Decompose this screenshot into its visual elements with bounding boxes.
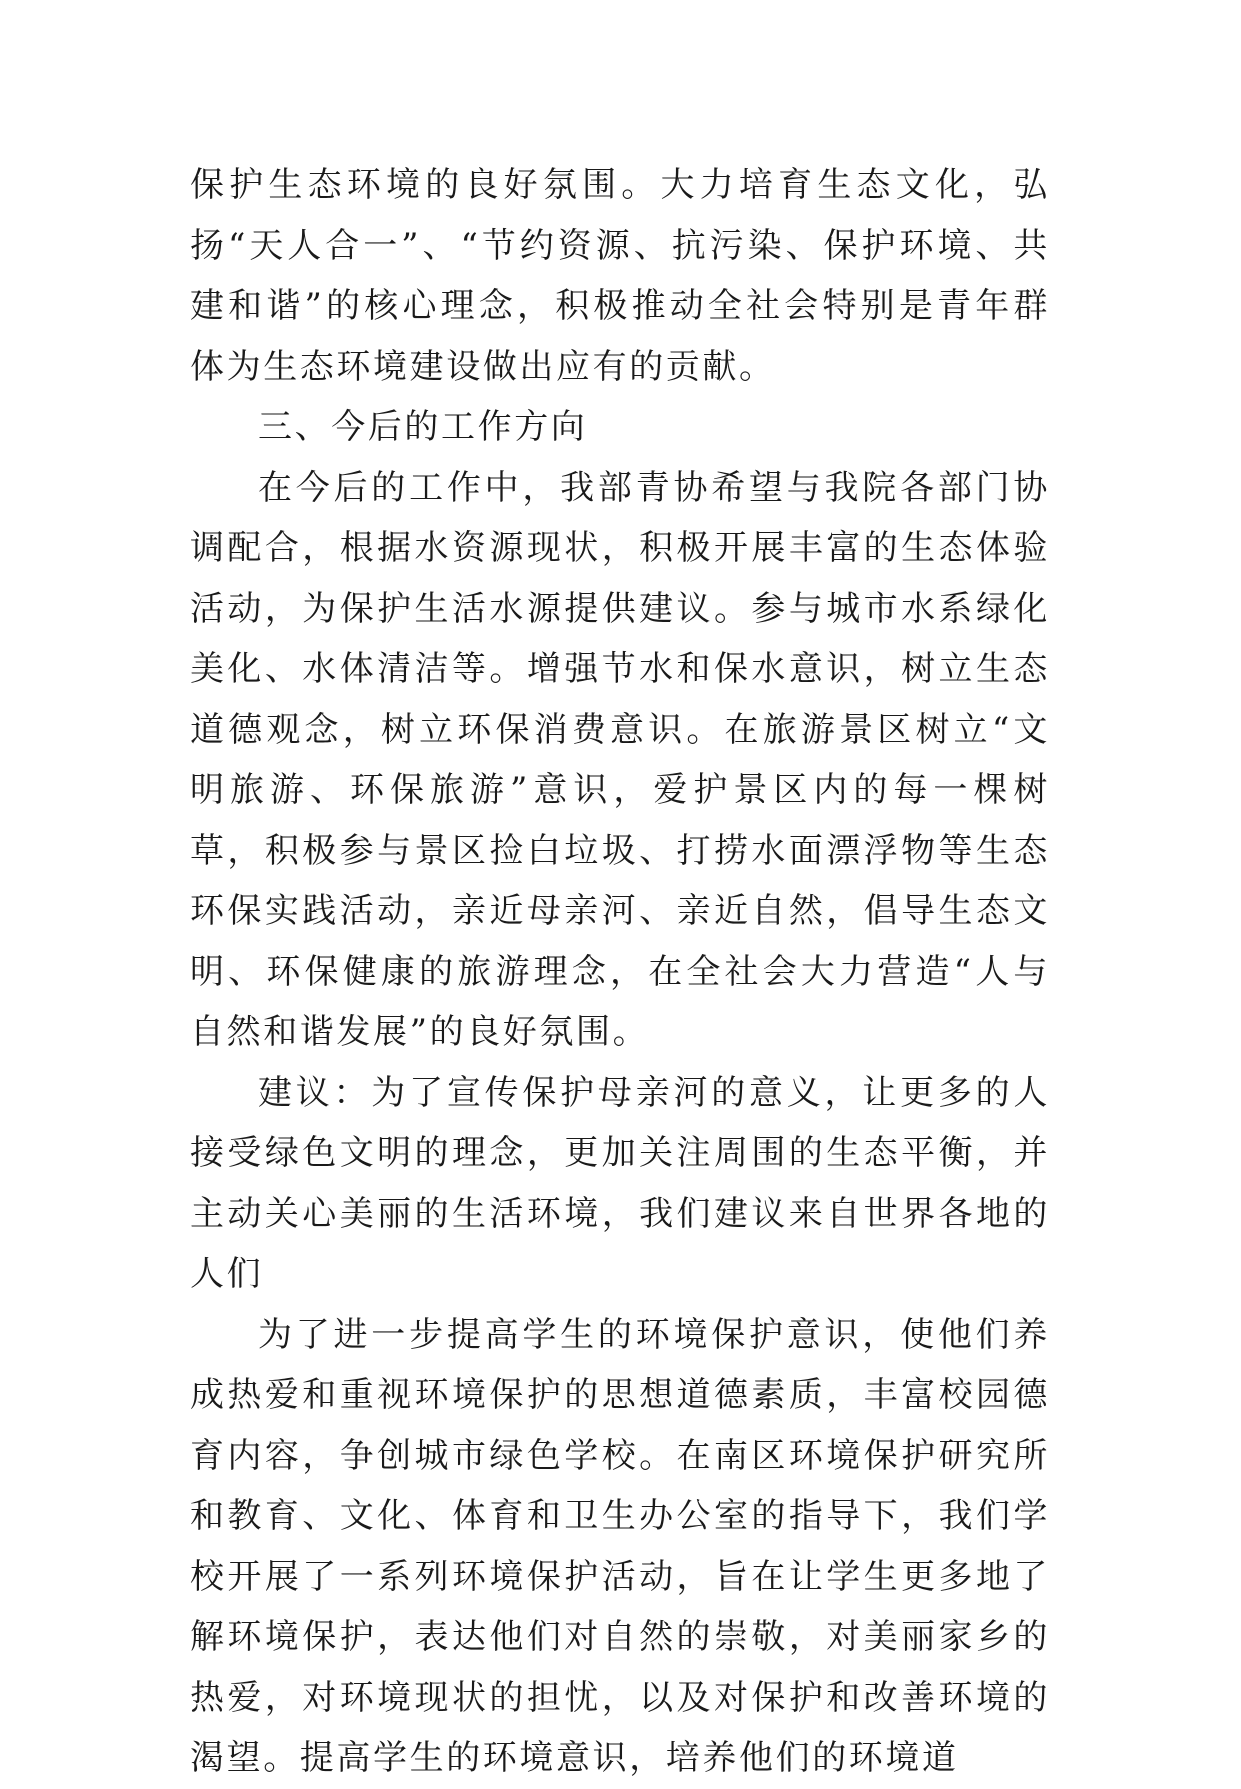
paragraph-suggestion: 建议：为了宣传保护母亲河的意义，让更多的人接受绿色文明的理念，更加关注周围的生态平衡，并主动关心美丽的生活环境，我们建议来自世界各地的人们 bbox=[190, 1072, 1050, 1294]
paragraph-future-work: 在今后的工作中，我部青协希望与我院各部门协调配合，根据水资源现状，积极开展丰富的生态体验活动，为保护生活水源提供建议。参与城市水系绿化美化、水体清洁等。增强节水和保水意识，树立生态道德观念，树立环保消费意识。在旅游景区树立“文明旅游、环保旅游”意识，爱护景区内的每一棵树草，积极参与景区捡白垃圾、打捞水面漂浮物等生态环保实践活动，亲近母亲河、亲近自然，倡导生态文明、环保健康的旅游理念，在全社会大力营造“人与自然和谐发展”的良好氛围。 bbox=[190, 467, 1050, 1052]
document-body bbox=[190, 155, 1050, 1789]
paragraph-school-activities: 为了进一步提高学生的环境保护意识，使他们养成热爱和重视环境保护的思想道德素质，丰富校园德育内容，争创城市绿色学校。在南区环境保护研究所和教育、文化、体育和卫生办公室的指导下，我们学校开展了一系列环境保护活动，旨在让学生更多地了解环境保护，表达他们对自然的崇敬，对美丽家乡的热爱，对环境现状的担忧，以及对保护和改善环境的渴望。提高学生的环境意识，培养他们的环境道 bbox=[190, 1314, 1050, 1778]
paragraph-continuation: 保护生态环境的良好氛围。大力培育生态文化，弘扬“天人合一”、“节约资源、抗污染、保护环境、共建和谐”的核心理念，积极推动全社会特别是青年群体为生态环境建设做出应有的贡献。 bbox=[190, 165, 1050, 387]
section-heading: 三、今后的工作方向 bbox=[258, 407, 588, 447]
